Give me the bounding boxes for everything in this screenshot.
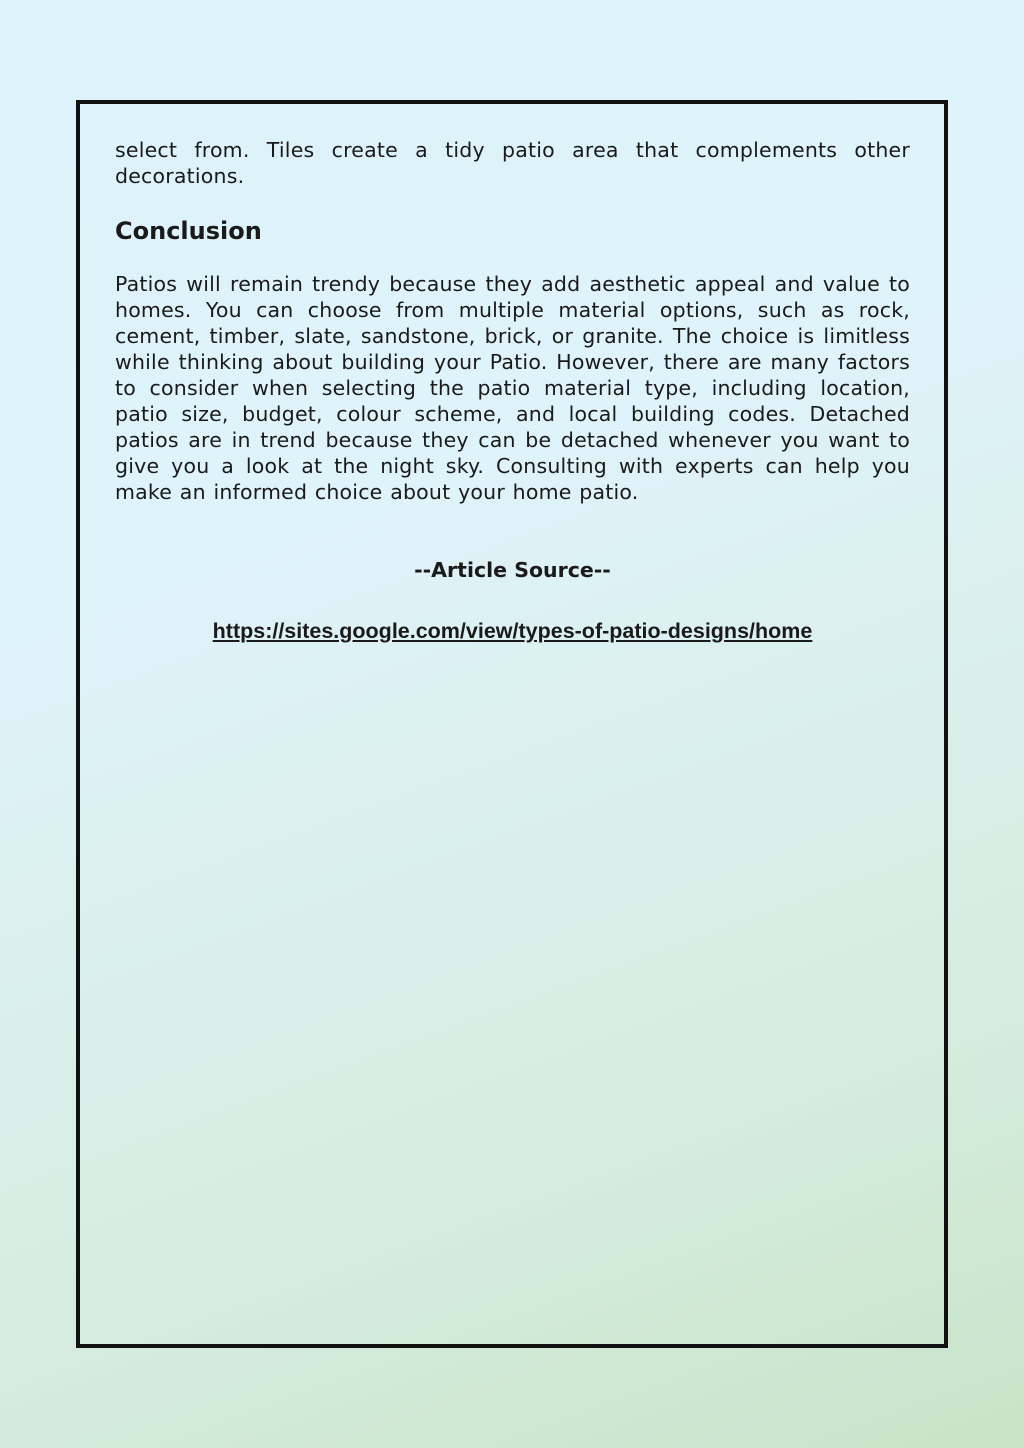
article-content bbox=[115, 137, 910, 644]
conclusion-heading: Conclusion bbox=[115, 217, 262, 245]
page-frame bbox=[76, 100, 948, 1348]
intro-paragraph: select from. Tiles create a tidy patio area that complements other decorations. bbox=[115, 138, 910, 188]
article-source-heading: --Article Source-- bbox=[414, 558, 611, 582]
article-source-link[interactable]: https://sites.google.com/view/types-of-patio-designs/home bbox=[212, 619, 813, 643]
conclusion-paragraph: Patios will remain trendy because they add aesthetic appeal and value to homes. You can choose from multiple material options, such as rock, cement, timber, slate, sandstone, brick, or granite. The choice is limitless while thinking about building your Patio. However, there are many factors to consider when selecting the patio material type, including location, patio size, budget, colour scheme, and local building codes. Detached patios are in trend because they can be detached whenever you want to give you a look at the night sky. Consulting with experts can help you make an informed choice about your home patio. bbox=[115, 272, 910, 504]
